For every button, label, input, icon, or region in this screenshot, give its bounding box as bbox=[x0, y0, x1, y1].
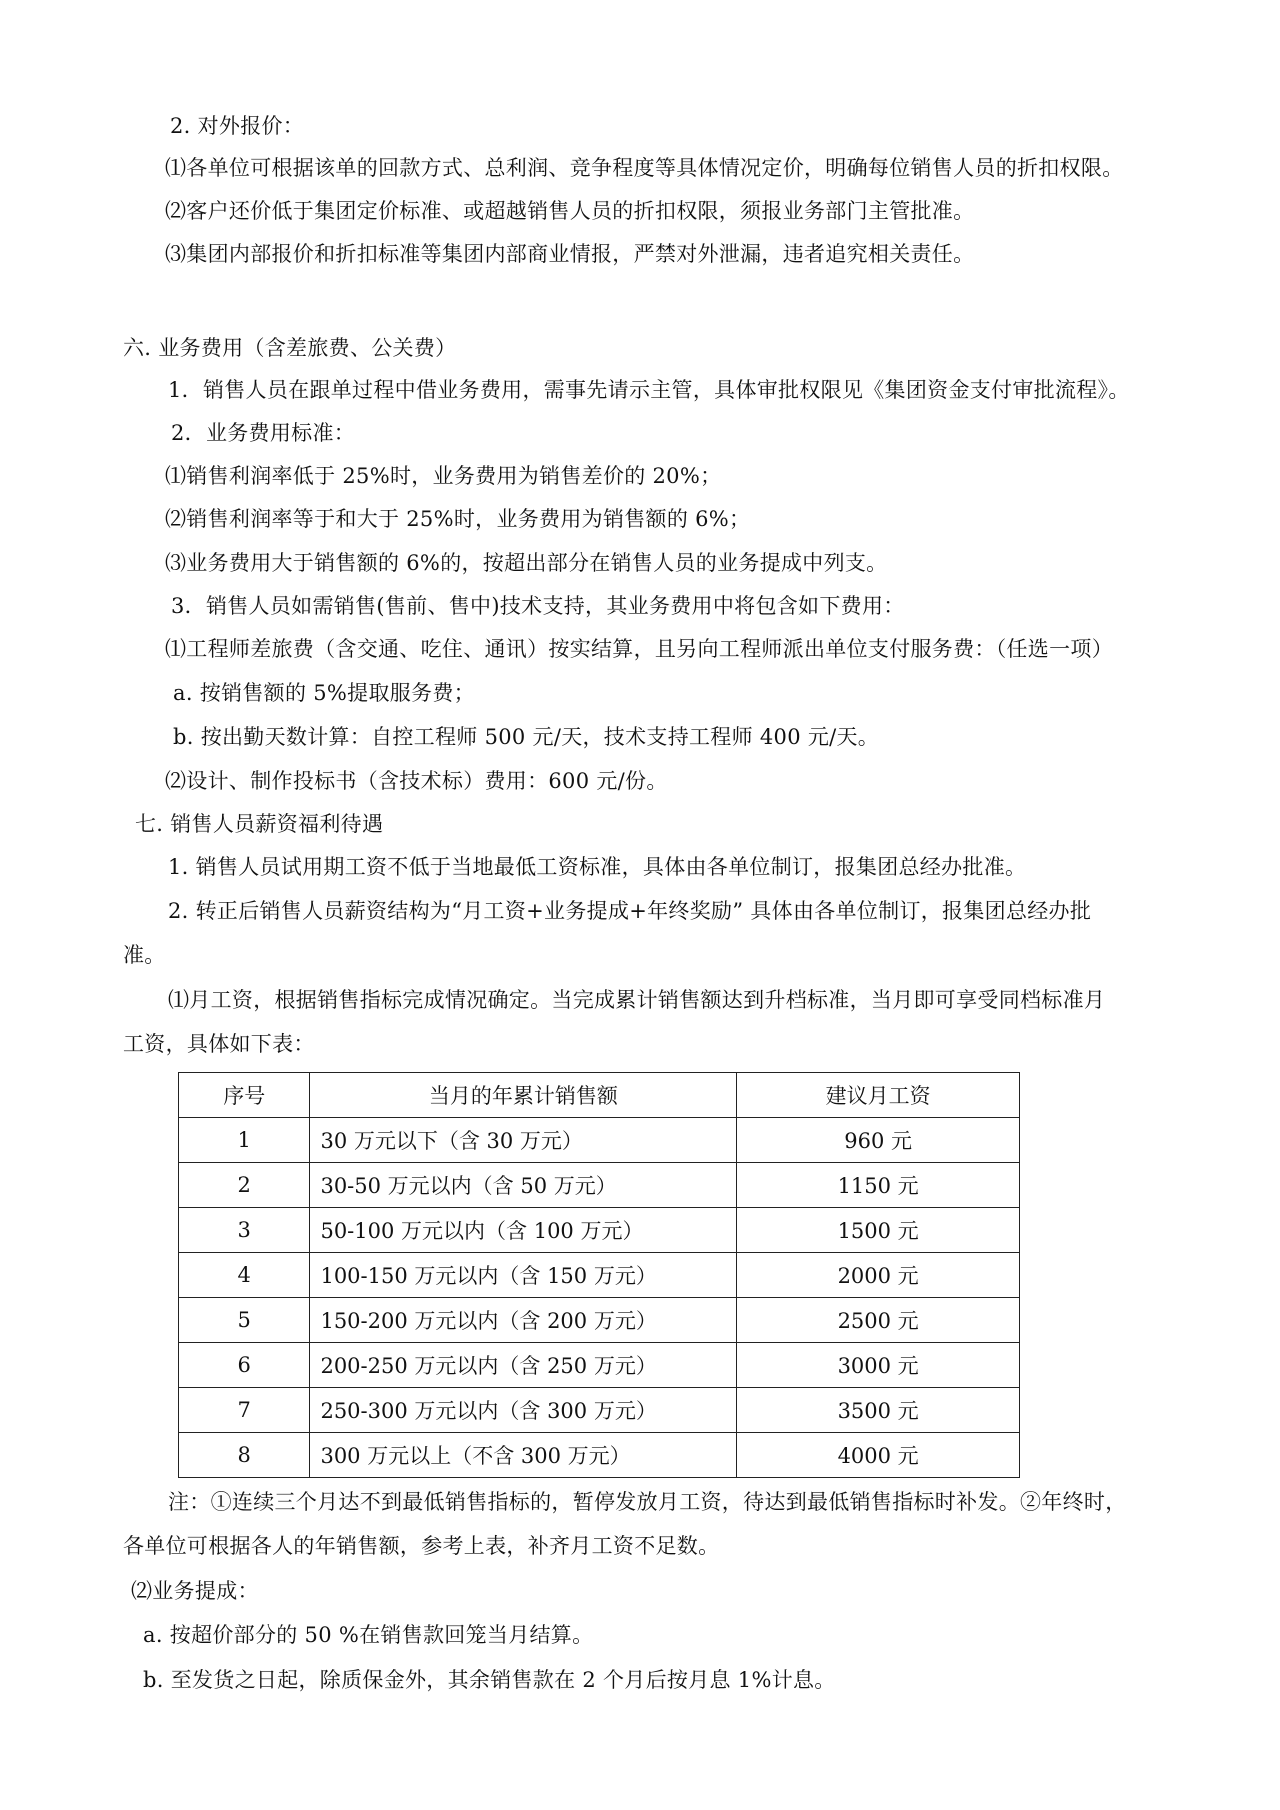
cell-monthly-wage: 1500 元 bbox=[737, 1208, 1020, 1253]
section5-item2-para3: ⑶集团内部报价和折扣标准等集团内部商业情报，严禁对外泄漏，违者追究相关责任。 bbox=[165, 242, 975, 266]
section7-para2-option-a: a. 按超价部分的 50 %在销售款回笼当月结算。 bbox=[143, 1623, 594, 1647]
section7-title: 七. 销售人员薪资福利待遇 bbox=[135, 812, 384, 836]
table-note-line2: 各单位可根据各人的年销售额，参考上表，补齐月工资不足数。 bbox=[123, 1534, 720, 1558]
header-monthly-wage: 建议月工资 bbox=[737, 1073, 1020, 1118]
cell-serial: 8 bbox=[179, 1433, 310, 1478]
section5-item2-para1: ⑴各单位可根据该单的回款方式、总利润、竞争程度等具体情况定价，明确每位销售人员的折扣权限。 bbox=[165, 156, 1124, 180]
cell-monthly-wage: 2000 元 bbox=[737, 1253, 1020, 1298]
cell-serial: 6 bbox=[179, 1343, 310, 1388]
cell-monthly-wage: 960 元 bbox=[737, 1118, 1020, 1163]
section7-item2-line1: 2. 转正后销售人员薪资结构为“月工资+业务提成+年终奖励” 具体由各单位制订，报集团总经办批 bbox=[168, 899, 1092, 923]
table-row bbox=[179, 1343, 1020, 1388]
section5-item2-para2: ⑵客户还价低于集团定价标准、或超越销售人员的折扣权限，须报业务部门主管批准。 bbox=[165, 199, 975, 223]
section7-para2-option-b: b. 至发货之日起，除质保金外，其余销售款在 2 个月后按月息 1%计息。 bbox=[143, 1668, 836, 1692]
cell-serial: 4 bbox=[179, 1253, 310, 1298]
section6-item3-option-b: b. 按出勤天数计算：自控工程师 500 元/天，技术支持工程师 400 元/天。 bbox=[173, 725, 880, 749]
section7-para2: ⑵业务提成： bbox=[131, 1579, 259, 1603]
table-row bbox=[179, 1253, 1020, 1298]
cell-monthly-wage: 3000 元 bbox=[737, 1343, 1020, 1388]
cell-sales-range: 50-100 万元以内（含 100 万元） bbox=[310, 1208, 737, 1253]
section7-item2-line2: 准。 bbox=[123, 943, 166, 967]
table-row bbox=[179, 1208, 1020, 1253]
section7-para1-line2: 工资，具体如下表： bbox=[123, 1032, 315, 1056]
cell-serial: 7 bbox=[179, 1388, 310, 1433]
cell-monthly-wage: 3500 元 bbox=[737, 1388, 1020, 1433]
section6-title: 六. 业务费用（含差旅费、公关费） bbox=[123, 336, 457, 360]
cell-sales-range: 200-250 万元以内（含 250 万元） bbox=[310, 1343, 737, 1388]
cell-serial: 1 bbox=[179, 1118, 310, 1163]
cell-serial: 2 bbox=[179, 1163, 310, 1208]
table-header-row bbox=[179, 1073, 1020, 1118]
cell-sales-range: 30 万元以下（含 30 万元） bbox=[310, 1118, 737, 1163]
section6-item1: 1．销售人员在跟单过程中借业务费用，需事先请示主管，具体审批权限见《集团资金支付审批流程》。 bbox=[168, 378, 1130, 402]
cell-serial: 3 bbox=[179, 1208, 310, 1253]
cell-monthly-wage: 2500 元 bbox=[737, 1298, 1020, 1343]
table-row bbox=[179, 1388, 1020, 1433]
section6-item3-para2: ⑵设计、制作投标书（含技术标）费用：600 元/份。 bbox=[165, 769, 668, 793]
section6-item2-para2: ⑵销售利润率等于和大于 25%时，业务费用为销售额的 6%； bbox=[165, 507, 751, 531]
cell-monthly-wage: 1150 元 bbox=[737, 1163, 1020, 1208]
cell-sales-range: 300 万元以上（不含 300 万元） bbox=[310, 1433, 737, 1478]
cell-sales-range: 100-150 万元以内（含 150 万元） bbox=[310, 1253, 737, 1298]
cell-serial: 5 bbox=[179, 1298, 310, 1343]
section5-item2-heading: 2. 对外报价： bbox=[170, 114, 305, 138]
section6-item3-para1: ⑴工程师差旅费（含交通、吃住、通讯）按实结算，且另向工程师派出单位支付服务费：（任选一项） bbox=[165, 637, 1113, 661]
section6-item2: 2．业务费用标准： bbox=[171, 421, 356, 445]
cell-sales-range: 30-50 万元以内（含 50 万元） bbox=[310, 1163, 737, 1208]
table-row bbox=[179, 1118, 1020, 1163]
section6-item3-option-a: a. 按销售额的 5%提取服务费； bbox=[173, 681, 475, 705]
table-row bbox=[179, 1163, 1020, 1208]
cell-sales-range: 150-200 万元以内（含 200 万元） bbox=[310, 1298, 737, 1343]
table-row bbox=[179, 1433, 1020, 1478]
table-row bbox=[179, 1298, 1020, 1343]
section6-item2-para3: ⑶业务费用大于销售额的 6%的，按超出部分在销售人员的业务提成中列支。 bbox=[165, 551, 888, 575]
cell-sales-range: 250-300 万元以内（含 300 万元） bbox=[310, 1388, 737, 1433]
section7-para1-line1: ⑴月工资，根据销售指标完成情况确定。当完成累计销售额达到升档标准，当月即可享受同档标准月 bbox=[168, 988, 1106, 1012]
header-sales-range: 当月的年累计销售额 bbox=[310, 1073, 737, 1118]
section6-item2-para1: ⑴销售利润率低于 25%时，业务费用为销售差价的 20%； bbox=[165, 464, 722, 488]
cell-monthly-wage: 4000 元 bbox=[737, 1433, 1020, 1478]
header-serial: 序号 bbox=[179, 1073, 310, 1118]
section6-item3: 3．销售人员如需销售(售前、售中)技术支持，其业务费用中将包含如下费用： bbox=[171, 594, 905, 618]
salary-table bbox=[178, 1072, 1020, 1478]
section7-item1: 1. 销售人员试用期工资不低于当地最低工资标准，具体由各单位制订，报集团总经办批准。 bbox=[168, 855, 1027, 879]
table-note-line1: 注：①连续三个月达不到最低销售指标的，暂停发放月工资，待达到最低销售指标时补发。②年终时， bbox=[168, 1490, 1127, 1514]
